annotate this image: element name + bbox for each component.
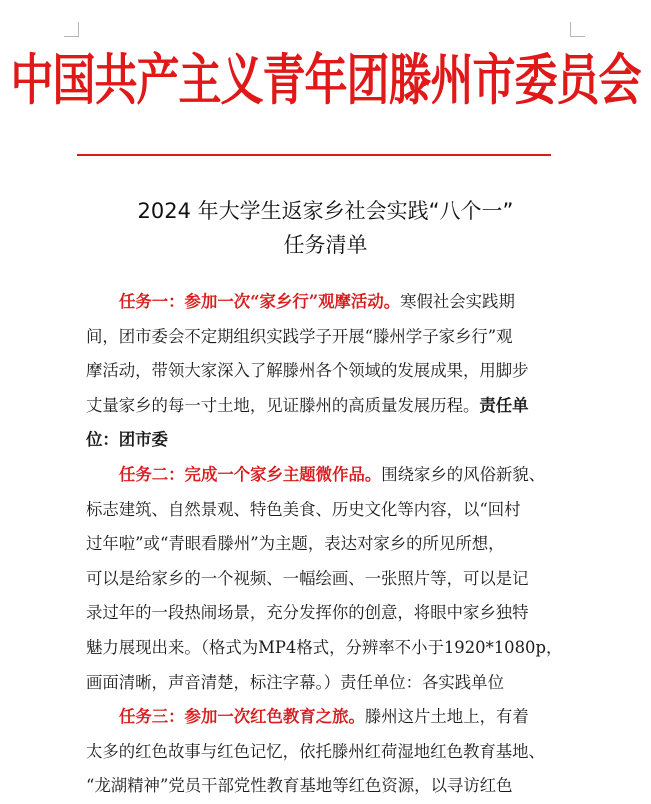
task1-first-line <box>86 285 566 320</box>
task1-text-2: 间，团市委会不定期组织实践学子开展“滕州学子家乡行”观 <box>86 326 513 346</box>
letterhead-divider <box>77 154 551 156</box>
page-corner-mark-right <box>570 22 585 37</box>
document-body <box>86 285 566 804</box>
task2-text-3: 过年啦”或“青眼看滕州”为主题，表达对家乡的所见所想， <box>86 534 505 554</box>
page-corner-mark-left <box>64 22 79 37</box>
task1-text-3: 摩活动，带领大家深入了解滕州各个领域的发展成果，用脚步 <box>86 361 529 381</box>
task3-text-3: “龙湖精神”党员干部党性教育基地等红色资源，以寻访红色 <box>86 776 513 796</box>
task3-heading: 任务三：参加一次红色教育之旅。 <box>119 707 365 727</box>
task2-first-line <box>86 458 566 493</box>
task2-text-5: 录过年的一段热闹场景，充分发挥你的创意，将眼中家乡独特 <box>86 603 529 623</box>
task1-responsible-a: 责任单 <box>479 395 529 415</box>
task2-text-1: 围绕家乡的风俗新貌、 <box>381 464 546 484</box>
document-title-line-2: 任务清单 <box>283 233 368 257</box>
task1-heading: 任务一：参加一次“家乡行”观摩活动。 <box>119 292 401 311</box>
task3-text-1: 滕州这片土地上，有着 <box>364 707 529 727</box>
task2-text-6: 魅力展现出来。（格式为MP4格式，分辨率不小于1920*1080p， <box>86 637 563 657</box>
letterhead-title: 中国共产主义青年团滕州市委员会 <box>10 49 641 114</box>
task1-text-4: 丈量家乡的每一寸土地，见证滕州的高质量发展历程。 <box>86 395 480 415</box>
task1-text-4-line <box>86 389 566 424</box>
task3-text-2: 太多的红色故事与红色记忆，依托滕州红荷湿地红色教育基地、 <box>86 741 545 761</box>
task3-first-line <box>86 700 566 735</box>
task1-text-1: 寒假社会实践期 <box>400 292 515 311</box>
task1-responsible-b: 位：团市委 <box>86 430 168 450</box>
task2-text-4: 可以是给家乡的一个视频、一幅绘画、一张照片等，可以是记 <box>86 568 529 588</box>
task2-heading: 任务二：完成一个家乡主题微作品。 <box>119 464 382 484</box>
task2-text-7: 画面清晰，声音清楚，标注字幕。）责任单位：各实践单位 <box>86 672 504 692</box>
task2-text-2: 标志建筑、自然景观、特色美食、历史文化等内容，以“回村 <box>86 499 521 519</box>
document-title-line-1: 2024 年大学生返家乡社会实践“八个一” <box>137 199 514 223</box>
